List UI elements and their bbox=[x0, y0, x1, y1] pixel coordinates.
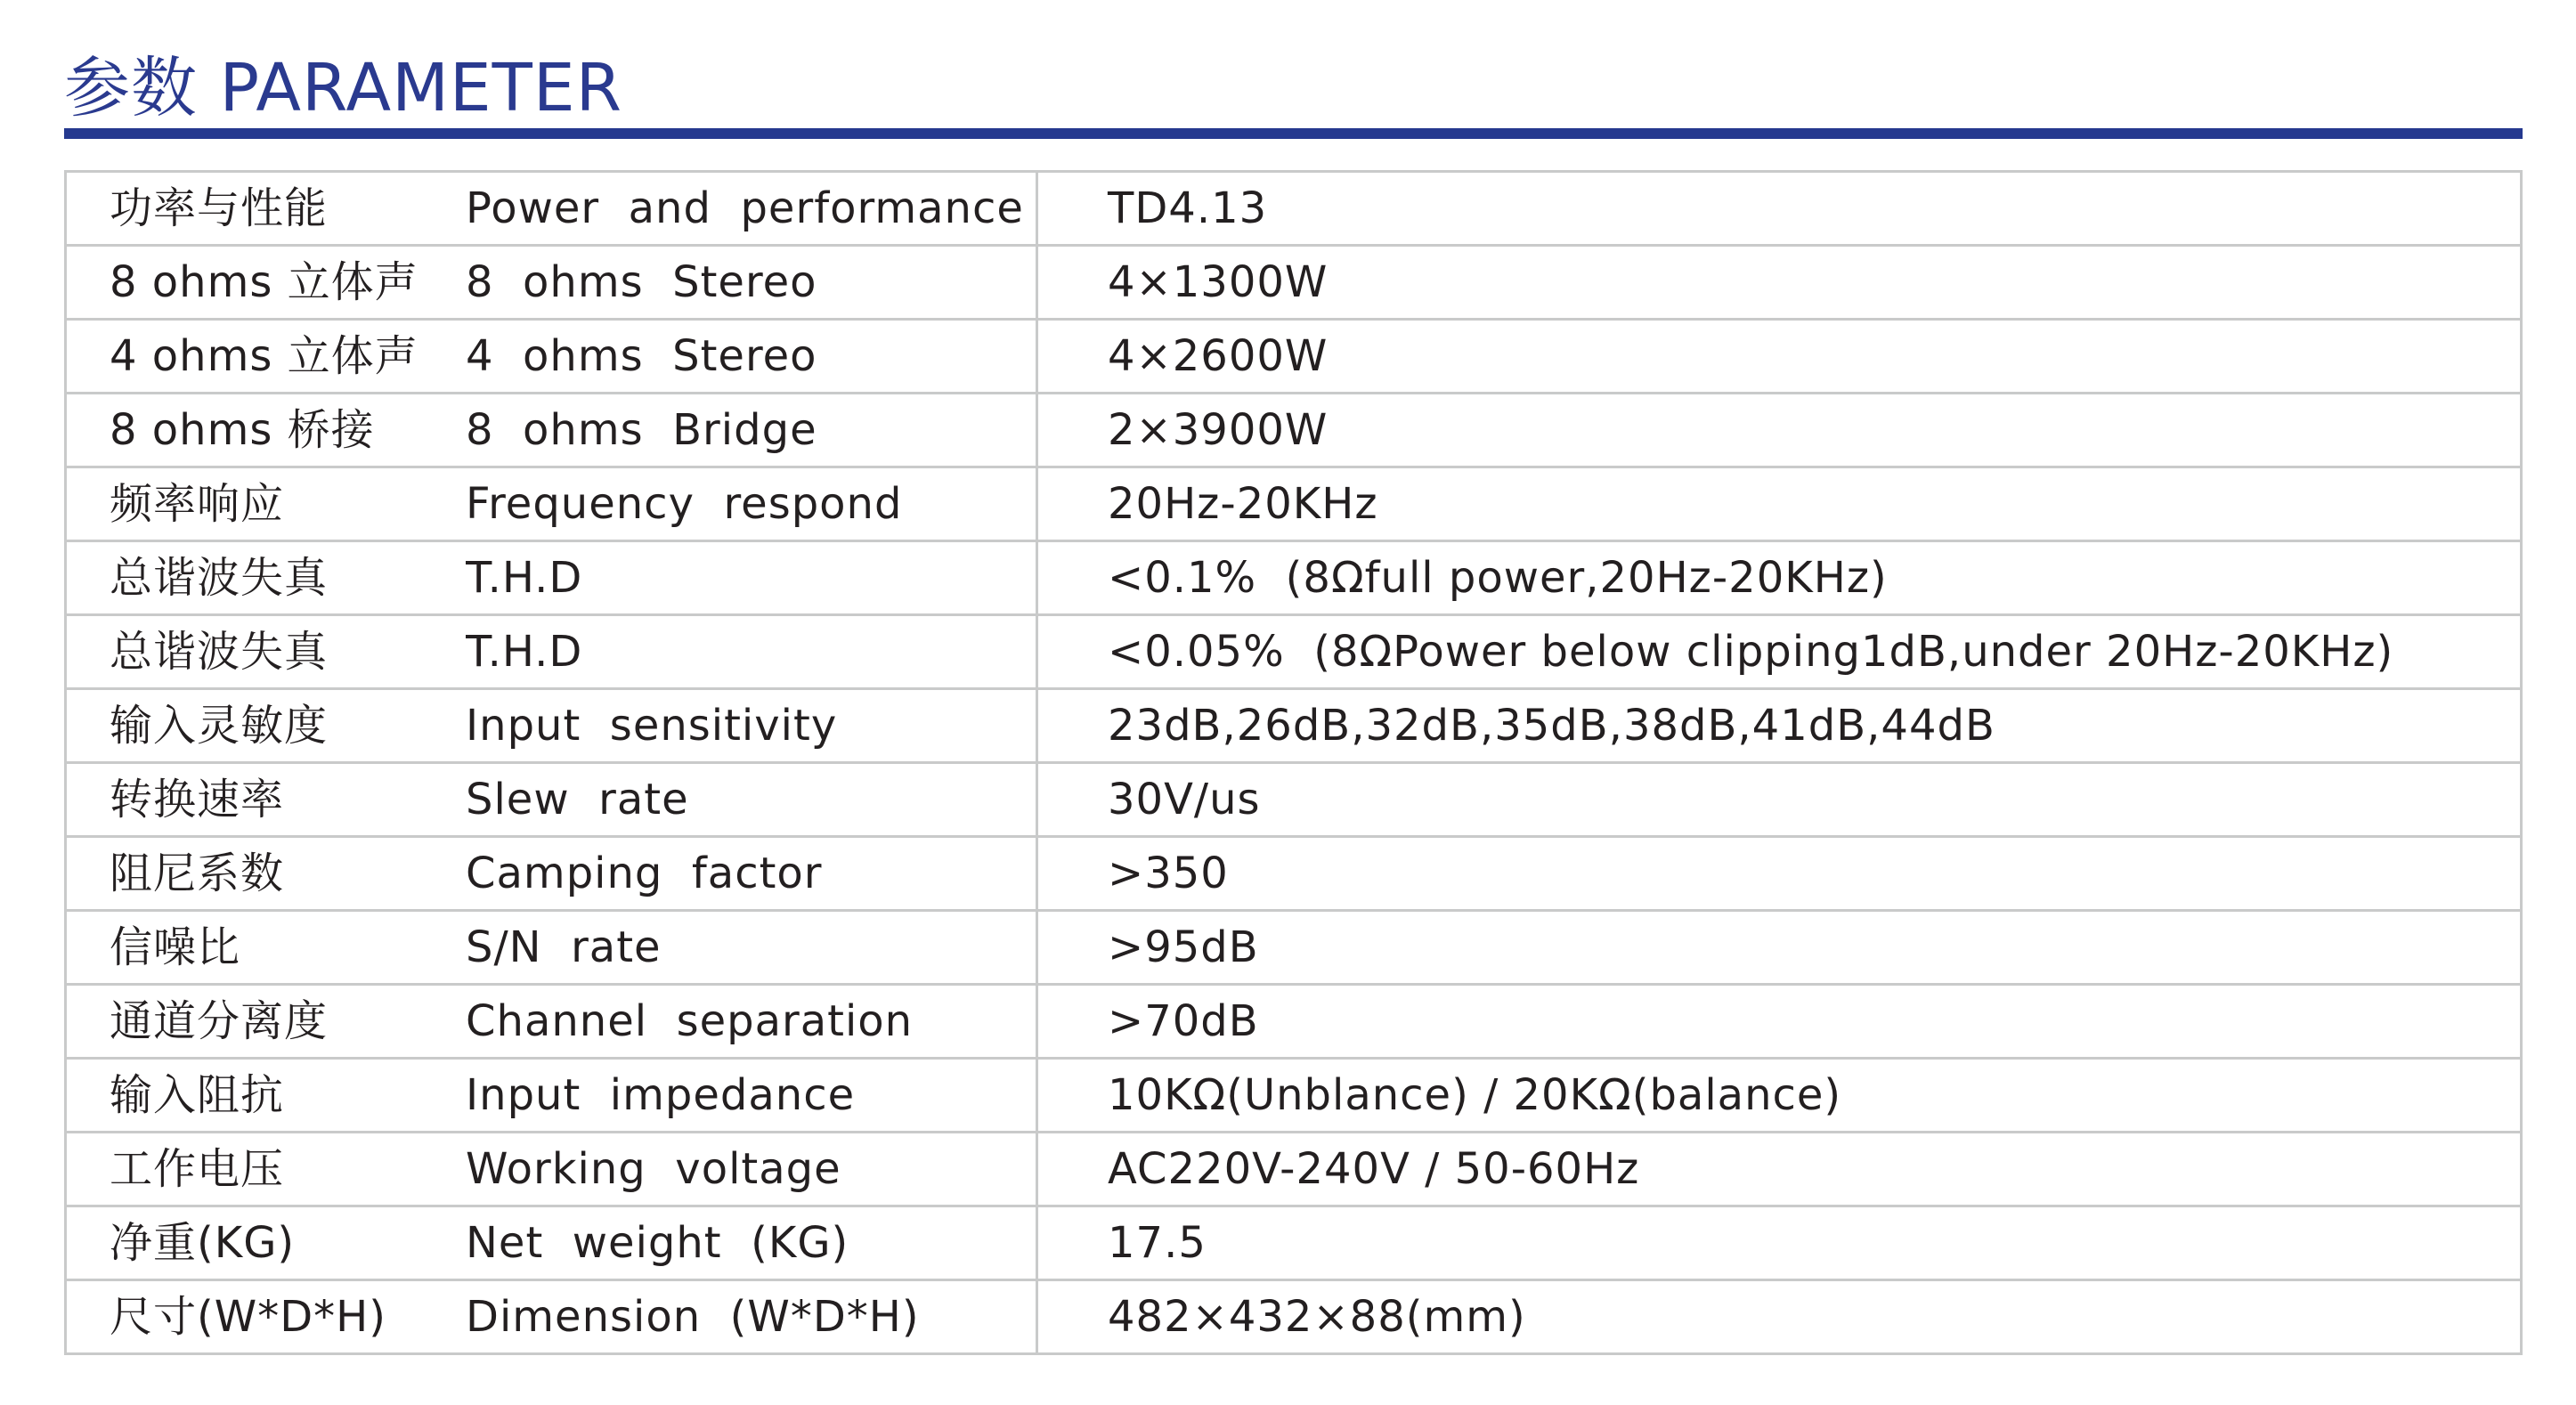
param-value-text: 30V/us bbox=[1108, 775, 1261, 824]
param-value bbox=[1037, 1280, 2522, 1354]
param-name-cn bbox=[66, 689, 467, 763]
param-value bbox=[1037, 1059, 2522, 1133]
param-name-cn bbox=[66, 320, 467, 394]
title-underline-bar bbox=[64, 128, 2523, 139]
param-value bbox=[1037, 467, 2522, 541]
param-value bbox=[1037, 689, 2522, 763]
param-name-en bbox=[466, 615, 1037, 689]
table-row bbox=[66, 1133, 2522, 1206]
param-value bbox=[1037, 394, 2522, 467]
param-name-en bbox=[466, 320, 1037, 394]
page-title: 参数 PARAMETER bbox=[64, 50, 623, 126]
param-value-text: 17.5 bbox=[1108, 1218, 1207, 1268]
param-name-cn bbox=[66, 837, 467, 911]
param-value bbox=[1037, 541, 2522, 615]
param-name-en-text: Net weight (KG) bbox=[466, 1218, 849, 1268]
param-name-cn-text: 8 ohms 桥接 bbox=[110, 405, 375, 455]
param-name-en bbox=[466, 911, 1037, 985]
param-value-text: 4×2600W bbox=[1108, 331, 1329, 381]
param-name-cn-text: 输入灵敏度 bbox=[110, 701, 329, 751]
param-name-cn-text: 功率与性能 bbox=[110, 183, 329, 233]
page-header bbox=[64, 36, 623, 126]
table-row bbox=[66, 763, 2522, 837]
param-value-text: 23dB,26dB,32dB,35dB,38dB,41dB,44dB bbox=[1108, 701, 1995, 751]
param-name-en-text: Power and performance bbox=[466, 183, 1024, 233]
param-name-cn bbox=[66, 1059, 467, 1133]
param-name-en-text: 8 ohms Stereo bbox=[466, 257, 817, 307]
param-value-text: >95dB bbox=[1108, 922, 1259, 972]
param-name-en bbox=[466, 763, 1037, 837]
param-value bbox=[1037, 985, 2522, 1059]
param-value-text: 20Hz-20KHz bbox=[1108, 479, 1378, 529]
param-name-en bbox=[466, 1059, 1037, 1133]
param-name-en bbox=[466, 985, 1037, 1059]
param-value bbox=[1037, 763, 2522, 837]
param-name-cn bbox=[66, 172, 467, 246]
table-row bbox=[66, 689, 2522, 763]
param-name-en bbox=[466, 689, 1037, 763]
param-value bbox=[1037, 172, 2522, 246]
param-name-cn-text: 8 ohms 立体声 bbox=[110, 257, 418, 307]
table-row bbox=[66, 615, 2522, 689]
param-name-en bbox=[466, 246, 1037, 320]
param-name-en-text: T.H.D bbox=[466, 553, 583, 603]
table-row bbox=[66, 394, 2522, 467]
table-row bbox=[66, 1206, 2522, 1280]
param-name-en-text: Frequency respond bbox=[466, 479, 903, 529]
param-name-en-text: 4 ohms Stereo bbox=[466, 331, 817, 381]
param-value bbox=[1037, 615, 2522, 689]
param-name-cn bbox=[66, 394, 467, 467]
param-name-cn bbox=[66, 911, 467, 985]
param-name-en-text: T.H.D bbox=[466, 627, 583, 677]
param-name-cn-text: 总谐波失真 bbox=[110, 627, 329, 677]
param-name-cn-text: 4 ohms 立体声 bbox=[110, 331, 418, 381]
param-name-en bbox=[466, 837, 1037, 911]
param-name-en-text: Working voltage bbox=[466, 1144, 841, 1194]
table-row bbox=[66, 172, 2522, 246]
param-name-cn bbox=[66, 541, 467, 615]
parameter-table bbox=[64, 170, 2523, 1355]
param-name-en-text: 8 ohms Bridge bbox=[466, 405, 817, 455]
param-name-cn bbox=[66, 1133, 467, 1206]
table-row bbox=[66, 467, 2522, 541]
param-name-cn-text: 尺寸(W*D*H) bbox=[110, 1292, 386, 1342]
param-name-cn-text: 工作电压 bbox=[110, 1144, 285, 1194]
param-name-en-text: Input sensitivity bbox=[466, 701, 838, 751]
param-value-text: <0.05% (8ΩPower below clipping1dB,under 20Hz-20KHz) bbox=[1108, 627, 2394, 677]
param-name-cn bbox=[66, 1280, 467, 1354]
param-name-cn-text: 净重(KG) bbox=[110, 1218, 296, 1268]
param-name-cn-text: 频率响应 bbox=[110, 479, 285, 529]
param-name-en bbox=[466, 467, 1037, 541]
param-value-text: 4×1300W bbox=[1108, 257, 1329, 307]
param-name-en-text: Channel separation bbox=[466, 996, 914, 1046]
param-value bbox=[1037, 911, 2522, 985]
param-value-text: >70dB bbox=[1108, 996, 1259, 1046]
table-row bbox=[66, 911, 2522, 985]
param-name-en bbox=[466, 394, 1037, 467]
param-value-text: 10KΩ(Unblance) / 20KΩ(balance) bbox=[1108, 1070, 1842, 1120]
table-row bbox=[66, 541, 2522, 615]
param-name-cn-text: 信噪比 bbox=[110, 922, 241, 972]
param-name-en-text: S/N rate bbox=[466, 922, 662, 972]
param-name-cn-text: 通道分离度 bbox=[110, 996, 329, 1046]
param-name-en-text: Input impedance bbox=[466, 1070, 856, 1120]
param-name-cn bbox=[66, 615, 467, 689]
param-name-en-text: Slew rate bbox=[466, 775, 689, 824]
param-value-text: 482×432×88(mm) bbox=[1108, 1292, 1526, 1342]
param-name-cn bbox=[66, 1206, 467, 1280]
table-row bbox=[66, 837, 2522, 911]
param-name-cn bbox=[66, 467, 467, 541]
table-row bbox=[66, 320, 2522, 394]
param-value-text: 2×3900W bbox=[1108, 405, 1329, 455]
param-value bbox=[1037, 1133, 2522, 1206]
param-name-cn bbox=[66, 985, 467, 1059]
param-value bbox=[1037, 246, 2522, 320]
table-row bbox=[66, 246, 2522, 320]
param-name-en bbox=[466, 1133, 1037, 1206]
param-name-cn-text: 转换速率 bbox=[110, 775, 285, 824]
param-name-en bbox=[466, 172, 1037, 246]
param-name-en-text: Camping factor bbox=[466, 849, 823, 898]
parameter-table-body bbox=[66, 172, 2522, 1354]
param-value-text: AC220V-240V / 50-60Hz bbox=[1108, 1144, 1640, 1194]
param-name-en bbox=[466, 1206, 1037, 1280]
table-row bbox=[66, 1059, 2522, 1133]
param-name-en bbox=[466, 541, 1037, 615]
param-name-cn-text: 总谐波失真 bbox=[110, 553, 329, 603]
param-value-text: TD4.13 bbox=[1108, 183, 1268, 233]
param-name-cn bbox=[66, 763, 467, 837]
param-value bbox=[1037, 1206, 2522, 1280]
param-value-text: <0.1% (8Ωfull power,20Hz-20KHz) bbox=[1108, 553, 1888, 603]
param-name-cn bbox=[66, 246, 467, 320]
table-row bbox=[66, 985, 2522, 1059]
param-name-en bbox=[466, 1280, 1037, 1354]
param-name-cn-text: 阻尼系数 bbox=[110, 849, 285, 898]
param-name-cn-text: 输入阻抗 bbox=[110, 1070, 285, 1120]
param-value bbox=[1037, 837, 2522, 911]
param-value bbox=[1037, 320, 2522, 394]
param-name-en-text: Dimension (W*D*H) bbox=[466, 1292, 920, 1342]
param-value-text: >350 bbox=[1108, 849, 1229, 898]
table-row bbox=[66, 1280, 2522, 1354]
